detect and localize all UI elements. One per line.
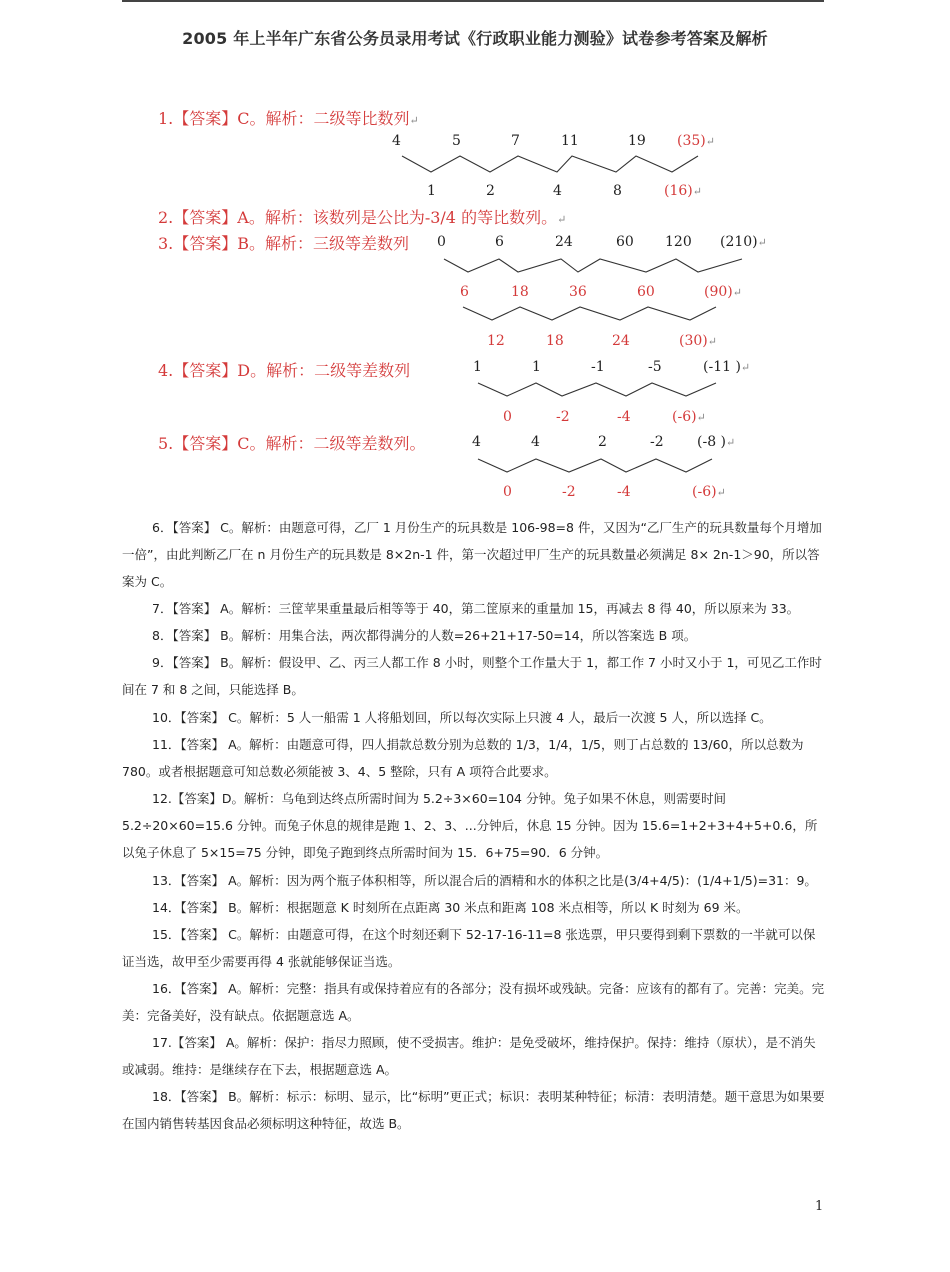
series-diff: 0 [503,409,512,425]
answer-paragraph-10: 10．【答案】 C。解析：5 人一船需 1 人将船划回，所以每次实际上只渡 4 人，最后一次渡 5 人，所以选择 C。 [152,710,772,725]
series-diff: 18 [546,333,564,349]
series-term: 24 [555,234,573,250]
series-term: 11 [561,133,579,149]
answer-5-label: 5.【答案】C。解析：二级等差数列。 [158,434,426,453]
series-diff: 6 [460,284,469,300]
series-term: -1 [591,359,605,375]
answer-2-label: 2.【答案】A。解析：该数列是公比为-3/4 的等比数列。↵ [158,208,567,227]
series-diff: -2 [556,409,570,425]
series-diff: 36 [569,284,587,300]
series-term: 19 [628,133,646,149]
series-diff: -4 [617,409,631,425]
answer-paragraph-9: 9．【答案】 B。解析：假设甲、乙、丙三人都工作 8 小时，则整个工作量大于 1，都工作 7 小时又小于 1，可见乙工作时间在 7 和 8 之间，只能选择 B。 [122,655,822,697]
series-answer: (-6)↵ [672,409,706,425]
answer-3-label: 3.【答案】B。解析：三级等差数列 [158,234,410,253]
series-term: 7 [511,133,520,149]
page-number: 1 [815,1199,824,1214]
series-diff: 12 [487,333,505,349]
series-term: -5 [648,359,662,375]
answer-paragraph-8: 8．【答案】 B。解析：用集合法，两次都得满分的人数=26+21+17-50=14，所以答案选 B 项。 [152,628,697,643]
answer-paragraph-15: 15．【答案】 C。解析：由题意可得，在这个时刻还剩下 52-17-16-11=8 张选票，甲只要得到剩下票数的一半就可以保证当选，故甲至少需要再得 4 张就能够保证当选。 [122,927,816,969]
series-diff: 24 [612,333,630,349]
answer-paragraph-16: 16．【答案】 A。解析：完整：指具有或保持着应有的各部分；没有损坏或残缺。完备：应该有的都有了。完善：完美。完美：完备美好，没有缺点。依据题意选 A。 [122,981,825,1023]
series-term: -2 [650,434,664,450]
series-diff: -2 [562,484,576,500]
series-answer: (-8 )↵ [697,434,736,450]
series-term: 4 [392,133,401,149]
series-diff: 4 [553,183,562,199]
zigzag-line [444,259,742,272]
zigzag-line [463,307,716,320]
zigzag-line [478,459,712,472]
series-term: 4 [531,434,540,450]
answer-1-label: 1.【答案】C。解析：二级等比数列↵ [158,109,419,128]
series-term: 6 [495,234,504,250]
series-answer: (16)↵ [664,183,702,199]
series-term: 2 [598,434,607,450]
series-term: 4 [472,434,481,450]
series-term: 0 [437,234,446,250]
answer-paragraph-12: 12.【答案】D。解析：乌龟到达终点所需时间为 5.2÷3×60=104 分钟。兔子如果不休息，则需要时间 5.2÷20×60=15.6 分钟。而兔子休息的规律是跑 1、2、3、...分钟后，休息 15 分钟。因为 15.6=1+2+3+4+5+0.6，所以兔子休息了 5×15=75 分钟，即兔子跑到终点所需时间为 15．6+75=90．6 分钟。 [122,791,818,860]
zigzag-line [478,383,716,396]
answer-4-label: 4.【答案】D。解析：二级等差数列 [158,361,411,380]
series-answer: (30)↵ [679,333,717,349]
series-answer: (90)↵ [704,284,742,300]
series-term: 1 [532,359,541,375]
series-diff: 1 [427,183,436,199]
zigzag-line [402,156,698,172]
series-diff: 60 [637,284,655,300]
series-diff: 2 [486,183,495,199]
series-answer: (210)↵ [720,234,767,250]
series-answer: (-11 )↵ [703,359,751,375]
answer-paragraph-11: 11．【答案】 A。解析：由题意可得，四人捐款总数分别为总数的 1/3，1/4，1/5，则丁占总数的 13/60，所以总数为 780。或者根据题意可知总数必须能被 3、4、5 整除，只有 A 项符合此要求。 [122,737,804,779]
series-term: 1 [473,359,482,375]
series-term: 120 [665,234,692,250]
page-title: 2005 年上半年广东省公务员录用考试《行政职业能力测验》试卷参考答案及解析 [182,29,768,48]
series-diff: 8 [613,183,622,199]
series-term: 60 [616,234,634,250]
series-answer: (35)↵ [677,133,715,149]
series-diff: 0 [503,484,512,500]
answer-paragraph-6: 6．【答案】 C。解析：由题意可得，乙厂 1 月份生产的玩具数是 106-98=8 件，又因为“乙厂生产的玩具数量每个月增加一倍”，由此判断乙厂在 n 月份生产的玩具数是 8×2n-1 件，第一次超过甲厂生产的玩具数量必须满足 8× 2n-1＞90，所以答案为 C。 [122,520,822,589]
series-diff: 18 [511,284,529,300]
series-answer: (-6)↵ [692,484,726,500]
answer-paragraph-18: 18．【答案】 B。解析：标示：标明、显示，比“标明”更正式；标识：表明某种特征；标清：表明清楚。题干意思为如果要在国内销售转基因食品必须标明这种特征，故选 B。 [122,1089,825,1131]
series-term: 5 [452,133,461,149]
answer-paragraph-14: 14．【答案】 B。解析：根据题意 K 时刻所在点距离 30 米点和距离 108 米点相等，所以 K 时刻为 69 米。 [152,900,749,915]
answer-paragraph-7: 7．【答案】 A。解析：三筐苹果重量最后相等等于 40，第二筐原来的重量加 15，再减去 8 得 40，所以原来为 33。 [152,601,800,616]
answer-paragraph-13: 13．【答案】 A。解析：因为两个瓶子体积相等，所以混合后的酒精和水的体积之比是(3/4+4/5)：(1/4+1/5)=31：9。 [152,873,817,888]
answer-paragraph-17: 17.【答案】 A。解析：保护：指尽力照顾，使不受损害。维护：是免受破坏，维持保护。保持：维持（原状），是不消失或减弱。维持：是继续存在下去，根据题意选 A。 [122,1035,816,1077]
series-diff: -4 [617,484,631,500]
